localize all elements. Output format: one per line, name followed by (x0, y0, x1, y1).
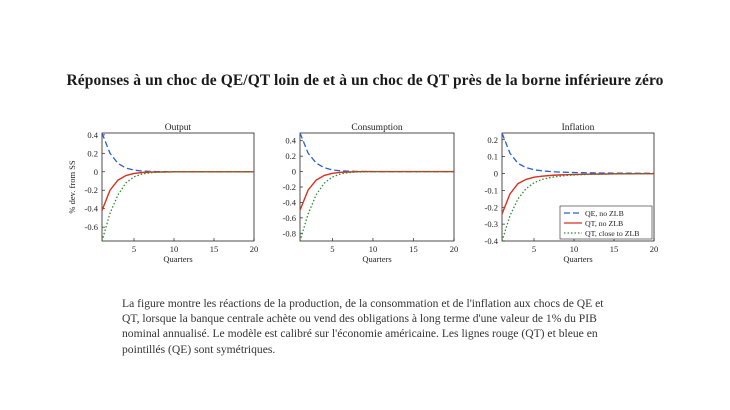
series-line-qe-no-zlb (300, 133, 454, 172)
x-axis-label: Quarters (563, 254, 593, 264)
y-tick-label: 0 (291, 166, 296, 177)
legend-label: QT, close to ZLB (585, 229, 640, 238)
series-line-qe-no-zlb (102, 133, 254, 172)
y-tick-label: 0 (93, 166, 98, 177)
y-tick-label: -0.4 (484, 236, 498, 246)
x-tick-label: 15 (609, 244, 619, 254)
x-tick-label: 20 (449, 244, 459, 254)
y-tick-label: 0.1 (487, 151, 498, 162)
series-line-qt-close-to-zlb (300, 172, 454, 241)
x-tick-label: 20 (249, 244, 259, 254)
y-tick-label: -0.6 (84, 222, 98, 233)
legend-label: QT, no ZLB (585, 219, 624, 228)
y-tick-label: -0.6 (282, 212, 296, 223)
y-tick-label: 0.4 (285, 135, 296, 146)
x-tick-label: 5 (330, 244, 335, 254)
y-tick-label: -0.2 (282, 182, 296, 192)
y-tick-label: -0.8 (282, 228, 296, 239)
panel-title: Consumption (351, 123, 403, 133)
y-tick-label: 0.2 (487, 134, 498, 145)
chart-panel-output (67, 123, 258, 264)
x-tick-label: 5 (131, 244, 137, 254)
legend-label: QE, no ZLB (585, 209, 624, 218)
x-axis-label: Quarters (163, 254, 193, 264)
impulse-response-charts (0, 110, 730, 278)
chart-panel-inflation (485, 122, 659, 264)
series-line-qt-no-zlb (300, 172, 454, 211)
series-line-qt-no-zlb (102, 172, 254, 211)
y-tick-label: -0.4 (282, 197, 296, 208)
figure-title: Réponses à un choc de QE/QT loin de et à un choc de QT près de la borne inférieure zéro (66, 72, 664, 89)
legend (560, 206, 652, 239)
y-tick-label: 0.2 (285, 151, 296, 162)
y-tick-label: -0.4 (84, 203, 98, 214)
chart-panel-consumption (283, 123, 459, 264)
series-line-qt-close-to-zlb (102, 172, 254, 241)
y-tick-label: -0.3 (484, 219, 498, 230)
plot-frame (102, 133, 254, 241)
x-tick-label: 15 (409, 244, 418, 254)
y-tick-label: -0.2 (484, 202, 498, 213)
figure-caption: La figure montre les réactions de la production, de la consommation et de l'inflation aux chocs de QE et QT, lorsque la banque centrale achète ou vend des obligations à long terme d'une valeur de 1% du PIB nominal annualisé. Le modèle est calibré sur l'économie américaine. Les lignes rouge (QT) et bleue en pointillés (QE) sont symétriques. (122, 297, 604, 356)
y-tick-label: -0.2 (84, 185, 98, 196)
x-tick-label: 5 (531, 244, 537, 254)
plot-frame (300, 133, 454, 241)
series-line-qe-no-zlb (502, 133, 654, 173)
y-tick-label: 0 (493, 168, 498, 179)
panel-title: Output (164, 123, 192, 133)
x-tick-label: 10 (169, 244, 179, 254)
x-tick-label: 10 (368, 244, 378, 254)
x-tick-label: 10 (569, 244, 579, 254)
x-tick-label: 20 (649, 244, 659, 254)
panel-title: Inflation (561, 123, 595, 133)
y-tick-label: -0.1 (484, 185, 498, 196)
y-tick-label: 0.2 (87, 148, 98, 159)
y-tick-label: 0.4 (87, 129, 98, 140)
x-tick-label: 15 (209, 244, 219, 254)
x-axis-label: Quarters (362, 254, 392, 264)
y-axis-label: % dev. from SS (67, 160, 77, 214)
